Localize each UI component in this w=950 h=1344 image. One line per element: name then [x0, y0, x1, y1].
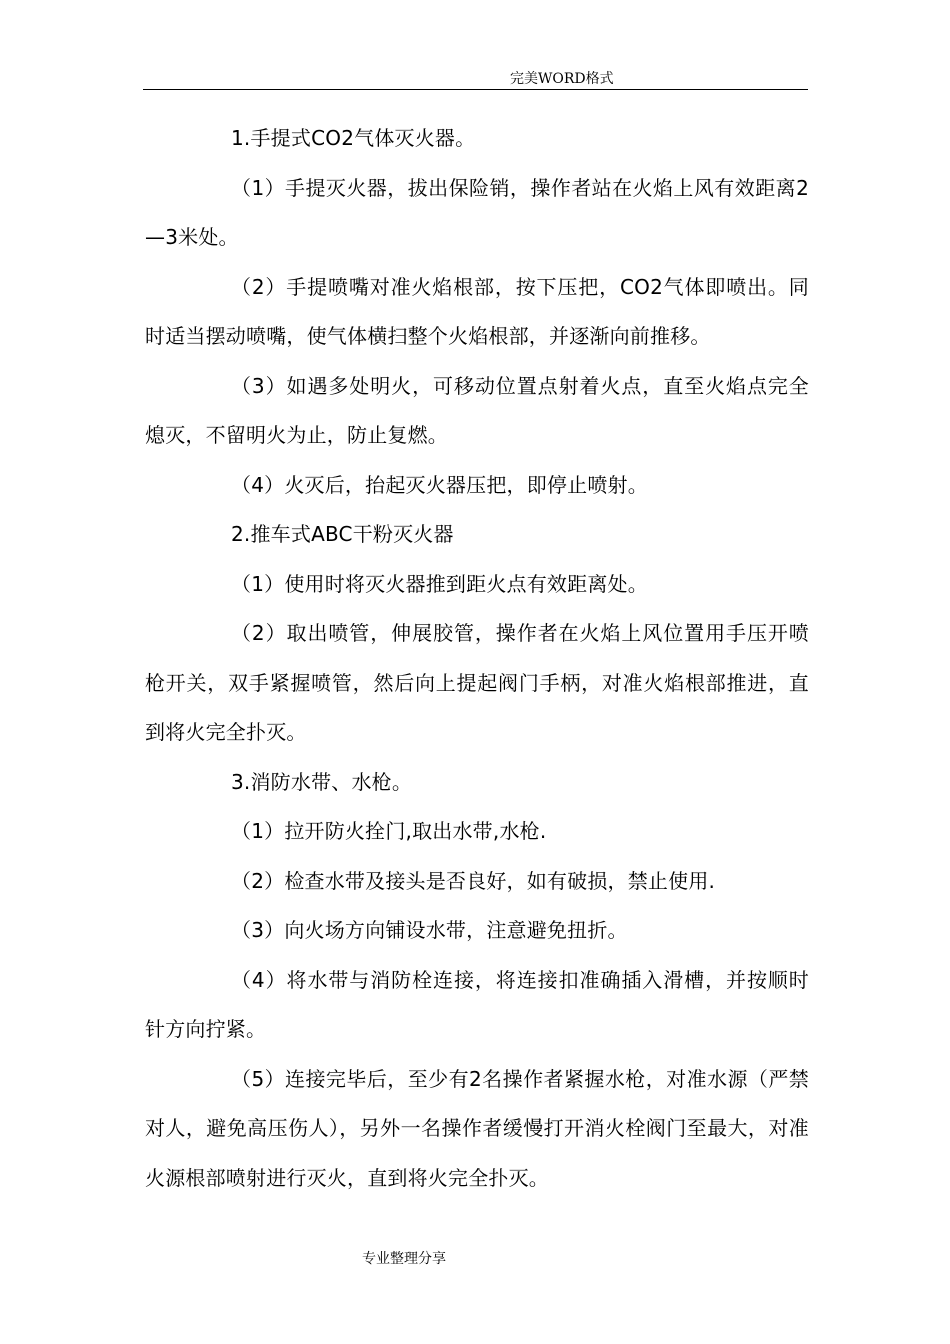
section-heading: 2.推车式ABC干粉灭火器 — [231, 522, 454, 546]
paragraph: （1）使用时将灭火器推到距火点有效距离处。 — [231, 571, 648, 596]
paragraph: （5）连接完毕后，至少有2名操作者紧握水枪，对准水源（严禁对人，避免高压伤人），另外一名操作者缓慢打开消火栓阀门至最大，对准火源根部喷射进行灭火，直到将火完全扑灭。 — [145, 1066, 809, 1190]
paragraph: （3）如遇多处明火，可移动位置点射着火点，直至火焰点完全熄灭，不留明火为止，防止复燃。 — [145, 373, 809, 447]
header-divider — [143, 89, 808, 90]
paragraph: （4）将水带与消防栓连接，将连接扣准确插入滑槽，并按顺时针方向拧紧。 — [145, 967, 809, 1041]
page-header: 完美WORD格式 — [510, 71, 614, 87]
document-body — [145, 114, 809, 1203]
page-footer: 专业整理分享 — [362, 1251, 446, 1267]
paragraph: （1）手提灭火器，拔出保险销，操作者站在火焰上风有效距离2—3米处。 — [145, 175, 809, 249]
paragraph: （2）取出喷管，伸展胶管，操作者在火焰上风位置用手压开喷枪开关，双手紧握喷管，然后向上提起阀门手柄，对准火焰根部推进，直到将火完全扑灭。 — [145, 621, 809, 744]
section-heading: 3.消防水带、水枪。 — [231, 769, 413, 794]
paragraph: （1）拉开防火拴门,取出水带,水枪. — [231, 819, 547, 843]
paragraph: （2）检查水带及接头是否良好，如有破损，禁止使用. — [231, 868, 716, 893]
paragraph: （2）手提喷嘴对准火焰根部，按下压把，CO2气体即喷出。同时适当摆动喷嘴，使气体横扫整个火焰根部，并逐渐向前推移。 — [145, 274, 809, 348]
paragraph: （3）向火场方向铺设水带，注意避免扭折。 — [231, 918, 628, 942]
section-heading: 1.手提式CO2气体灭火器。 — [231, 126, 476, 150]
paragraph: （4）火灭后，抬起灭火器压把，即停止喷射。 — [231, 472, 648, 497]
